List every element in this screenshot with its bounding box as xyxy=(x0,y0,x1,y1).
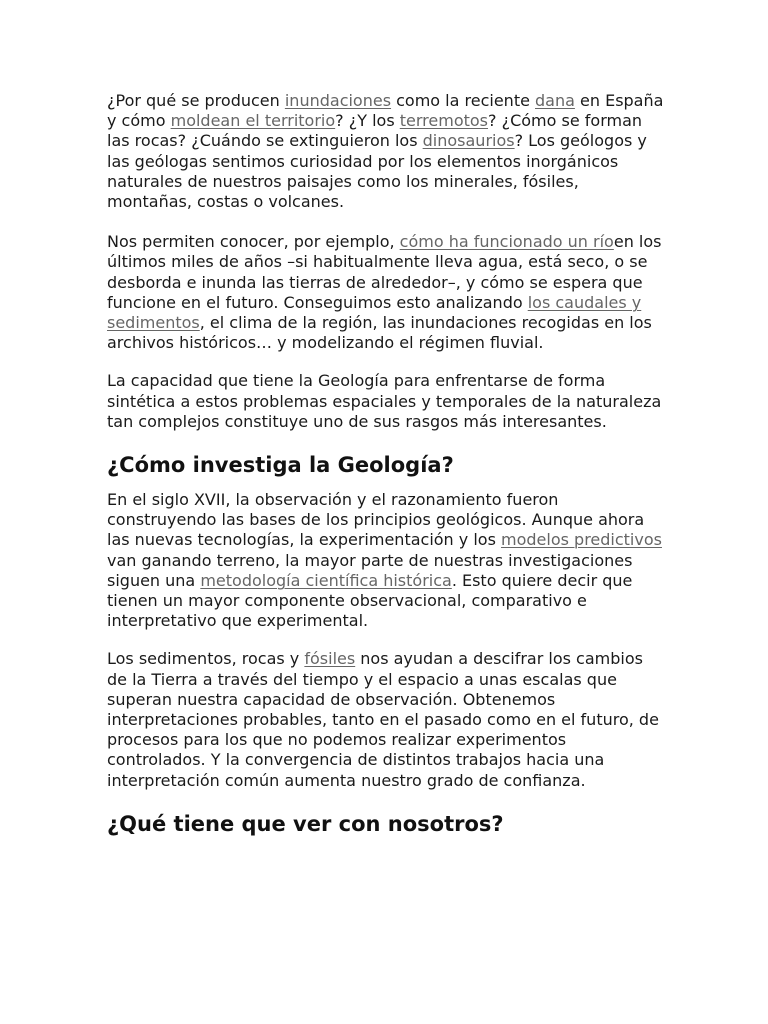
paragraph-rivers xyxy=(107,232,667,353)
text-run: ? ¿Y los xyxy=(335,111,400,131)
text-run: . Esto quiere decir que tienen un mayor componente observacional, comparativo e interpretativo que experimental. xyxy=(107,570,633,631)
link-dinosaurios[interactable]: dinosaurios xyxy=(422,131,515,151)
link-como-ha-funcionado-un-rio[interactable]: cómo ha funcionado un río xyxy=(399,232,614,252)
text-run: ? Los geólogos y las geólogas sentimos curiosidad por los elementos inorgánicos naturales de nuestros paisajes como los minerales, fósiles, montañas, costas o volcanes. xyxy=(107,131,647,212)
text-run: nos ayudan a descifrar los cambios de la Tierra a través del tiempo y el espacio a unas escalas que superan nuestra capacidad de observación. Obtenemos interpretaciones probables, tanto en el pasado como en el futuro, de procesos para los que no podemos realizar experimentos controlados. Y la convergencia de distintos trabajos hacia una interpretación común aumenta nuestro grado de confianza. xyxy=(107,649,659,790)
text-run: en los últimos miles de años –si habitualmente lleva agua, está seco, o se desborda e inunda las tierras de alrededor–, y cómo se espera que funcione en el futuro. Conseguimos esto analizando xyxy=(107,232,662,312)
article-body xyxy=(107,91,667,851)
text-run: como la reciente xyxy=(391,91,536,110)
link-moldean-el-territorio[interactable]: moldean el territorio xyxy=(170,111,336,131)
link-caudales-y-sedimentos[interactable]: los caudales y sedimentos xyxy=(107,292,642,333)
text-run: ¿Por qué se producen xyxy=(107,91,285,110)
link-modelos-predictivos[interactable]: modelos predictivos xyxy=(501,530,662,550)
paragraph-methodology xyxy=(107,490,667,631)
link-metodologia-cientifica-historica[interactable]: metodología científica histórica xyxy=(200,570,452,590)
link-terremotos[interactable]: terremotos xyxy=(399,111,489,131)
section-heading-what-to-do-with-us: ¿Qué tiene que ver con nosotros? xyxy=(107,811,504,836)
paragraph-capacity xyxy=(107,371,667,432)
text-run: La capacidad que tiene la Geología para enfrentarse de forma sintética a estos problemas espaciales y temporales de la naturaleza tan complejos constituye uno de sus rasgos más interesantes. xyxy=(107,371,662,431)
paragraph-intro xyxy=(107,91,667,212)
section-heading-how-geology-investigates: ¿Cómo investiga la Geología? xyxy=(107,453,454,478)
text-run: van ganando terreno, la mayor parte de nuestras investigaciones siguen una xyxy=(107,550,633,590)
text-run: Nos permiten conocer, por ejemplo, xyxy=(107,232,400,252)
text-run: En el siglo XVII, la observación y el razonamiento fueron construyendo las bases de los principios geológicos. Aunque ahora las nuevas tecnologías, la experimentación y los xyxy=(107,490,645,550)
text-run: , el clima de la región, las inundaciones recogidas en los archivos históricos… y modelizando el régimen fluvial. xyxy=(107,313,652,353)
link-dana[interactable]: dana xyxy=(535,91,575,110)
text-run: ? ¿Cómo se forman las rocas? ¿Cuándo se extinguieron los xyxy=(107,111,643,151)
text-run: en España y cómo xyxy=(107,91,664,131)
paragraph-sediments xyxy=(107,649,667,790)
link-inundaciones[interactable]: inundaciones xyxy=(284,91,392,110)
link-fosiles[interactable]: fósiles xyxy=(304,649,356,669)
text-run: Los sedimentos, rocas y xyxy=(107,649,305,669)
